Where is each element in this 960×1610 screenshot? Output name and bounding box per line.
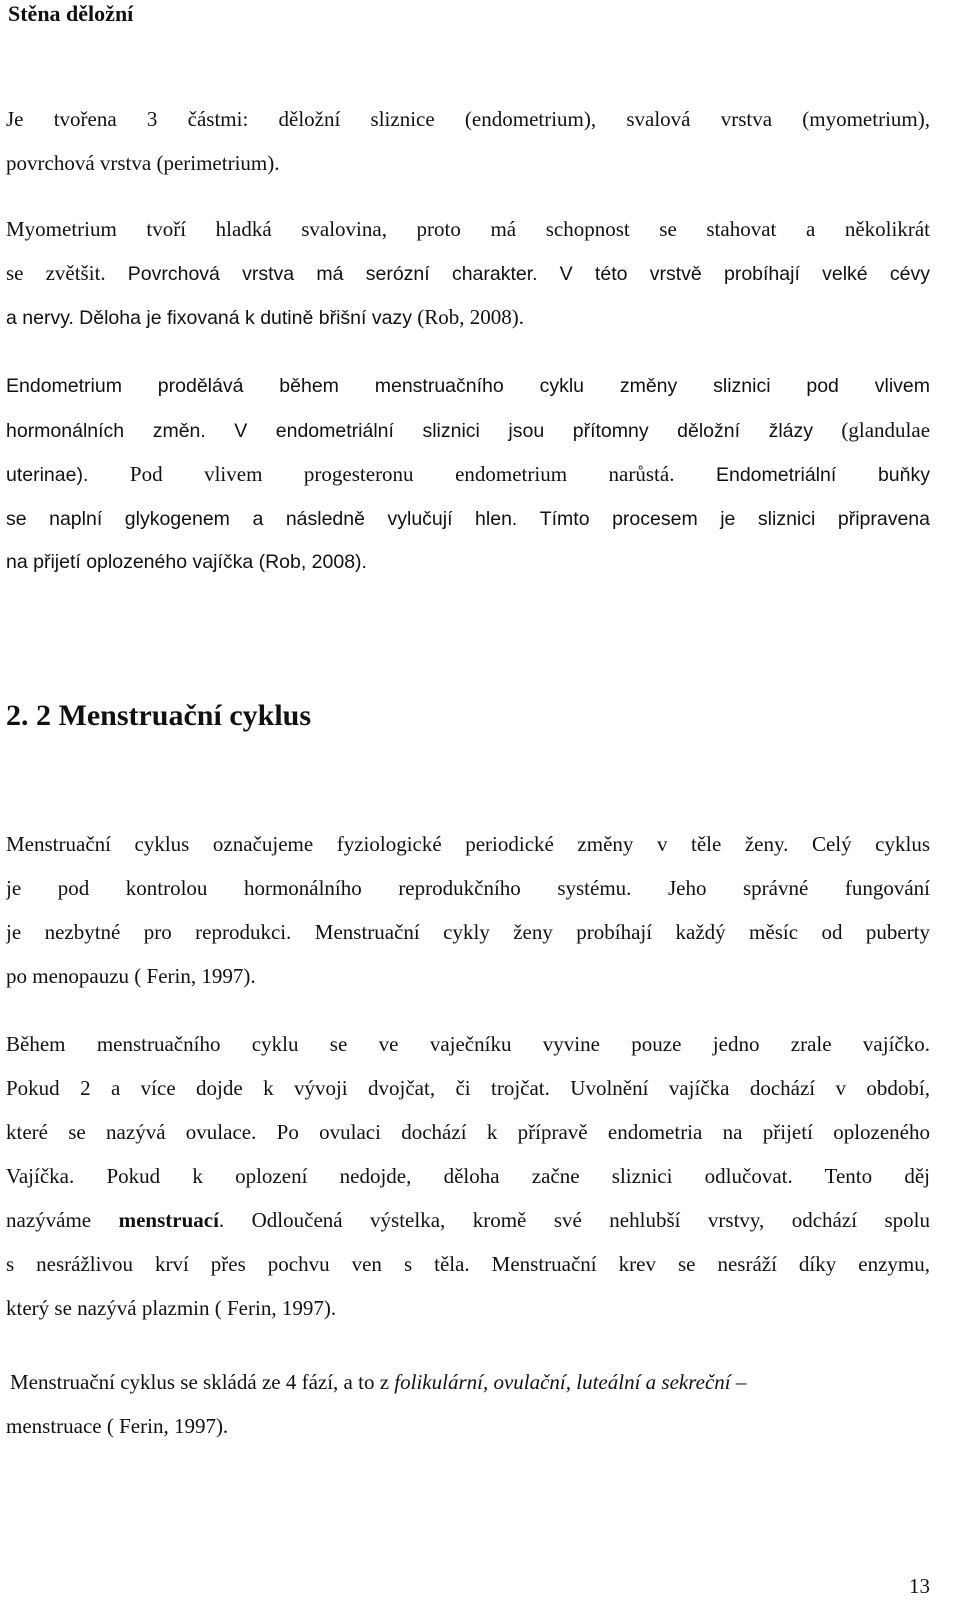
text-span: . Odloučená výstelka, kromě své nehlubší vrstvy, odchází spolu xyxy=(218,1208,930,1232)
text-span: (glandulae xyxy=(841,418,930,442)
text-line xyxy=(6,452,930,496)
heading-stena-delozni: Stěna děložní xyxy=(8,1,134,26)
paragraph-menstrual-cycle-definition xyxy=(6,822,930,998)
text-span: hormonálních změn. xyxy=(6,420,206,442)
text-line: Menstruační cyklus označujeme fyziologické periodické změny v těle ženy. Celý cyklus xyxy=(6,832,930,856)
citation: (Rob, 2008). xyxy=(417,305,524,329)
text-line xyxy=(6,408,930,452)
paragraph-cycle-phases xyxy=(6,1360,930,1448)
text-span: Pod vlivem progesteronu endometrium narůstá. xyxy=(129,462,675,486)
text-line: s nesrážlivou krví přes pochvu ven s těla. Menstruační krev se nesráží díky enzymu, xyxy=(6,1252,930,1276)
text-line: který se nazývá plazmin ( Ferin, 1997). xyxy=(6,1296,337,1320)
text-line xyxy=(6,251,930,295)
text-span: Děloha je fixovaná k dutině břišní vazy xyxy=(79,307,412,329)
text-span: Povrchová vrstva má serózní charakter. xyxy=(127,263,538,285)
text-span: V této vrstvě probíhají velké cévy xyxy=(559,263,930,285)
paragraph-endometrium xyxy=(6,364,930,584)
text-line: menstruace ( Ferin, 1997). xyxy=(6,1414,229,1438)
text-span: Endometriální buňky xyxy=(715,464,930,486)
text-line xyxy=(6,496,930,540)
text-line xyxy=(10,1360,930,1404)
text-line xyxy=(6,1198,930,1242)
text-line: Endometrium prodělává během menstruačního cyklu změny sliznici pod vlivem xyxy=(6,375,930,397)
text-line: které se nazývá ovulace. Po ovulaci dochází k přípravě endometria na přijetí oplozeného xyxy=(6,1120,930,1144)
text-line: po menopauzu ( Ferin, 1997). xyxy=(6,964,256,988)
text-line: Během menstruačního cyklu se ve vaječníku vyvine pouze jedno zrale vajíčko. xyxy=(6,1032,930,1056)
text-span: a nervy. xyxy=(6,307,74,329)
text-span: uterinae). xyxy=(6,464,89,486)
paragraph-myometrium xyxy=(6,207,930,339)
italic-phases: folikulární, ovulační, luteální a sekreční – xyxy=(394,1370,747,1394)
bold-term-menstruaci: menstruací xyxy=(118,1208,219,1232)
section-title-menstrual-cycle: 2. 2 Menstruační cyklus xyxy=(6,699,312,732)
paragraph-ovulation-menstruation xyxy=(6,1022,930,1330)
text-line: je pod kontrolou hormonálního reprodukčního systému. Jeho správné fungování xyxy=(6,876,930,900)
text-span: V endometriální sliznici jsou přítomny děložní žlázy xyxy=(234,420,814,442)
text-line xyxy=(6,295,930,339)
text-span: nazýváme xyxy=(6,1208,92,1232)
text-line: na přijetí oplozeného vajíčka (Rob, 2008). xyxy=(6,551,367,573)
text-line: povrchová vrstva (perimetrium). xyxy=(6,151,280,175)
text-line: Pokud 2 a více dojde k vývoji dvojčat, či trojčat. Uvolnění vajíčka dochází v období, xyxy=(6,1076,930,1100)
text-span: Tímto procesem je sliznici připravena xyxy=(539,508,930,530)
text-span: se zvětšit. xyxy=(6,261,106,285)
text-line: Myometrium tvoří hladká svalovina, proto má schopnost se stahovat a několikrát xyxy=(6,217,930,241)
text-span: se naplní glykogenem a následně vylučují hlen. xyxy=(6,508,518,530)
text-line: Je tvořena 3 částmi: děložní sliznice (endometrium), svalová vrstva (myometrium), xyxy=(6,107,930,131)
paragraph-uterine-wall-layers xyxy=(6,97,930,185)
text-line: Vajíčka. Pokud k oplození nedojde, děloha začne sliznici odlučovat. Tento děj xyxy=(6,1164,930,1188)
page-number: 13 xyxy=(909,1574,930,1598)
text-span: Menstruační cyklus se skládá ze 4 fází, a to z xyxy=(10,1370,390,1394)
text-line: je nezbytné pro reprodukci. Menstruační cykly ženy probíhají každý měsíc od puberty xyxy=(6,920,930,944)
